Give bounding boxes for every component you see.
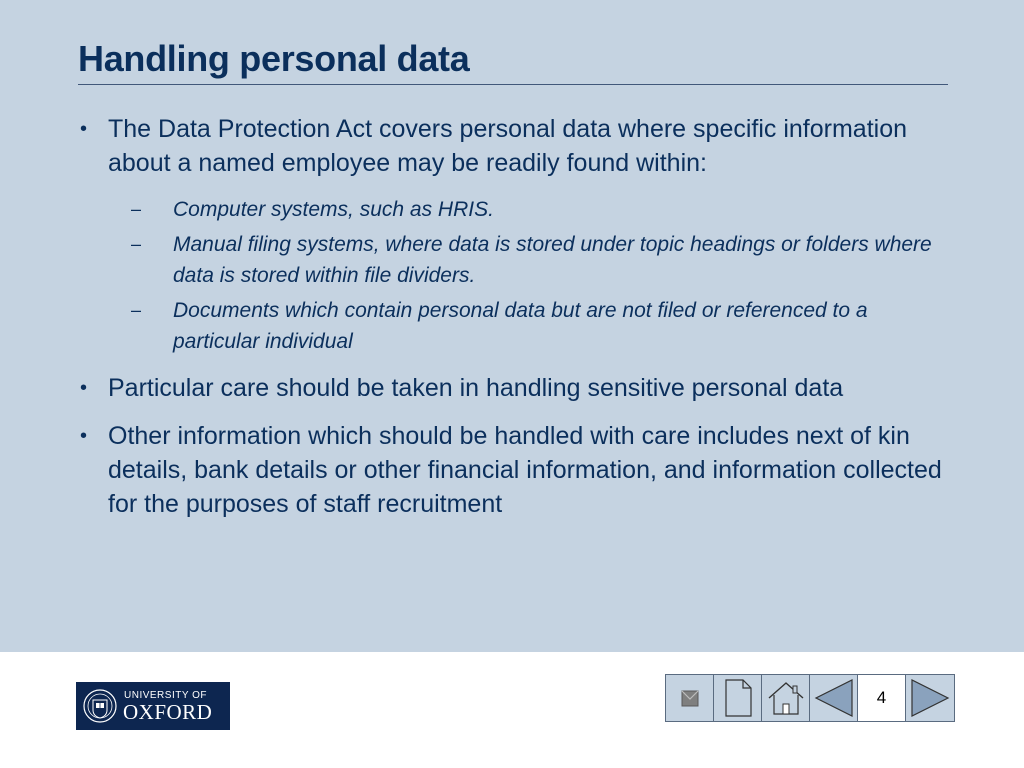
slide-content — [78, 112, 958, 535]
logo-line-1: UNIVERSITY OF — [124, 690, 207, 701]
sub-bullet-item — [78, 194, 958, 225]
document-icon — [723, 679, 753, 717]
next-button[interactable] — [906, 675, 954, 721]
document-button[interactable] — [714, 675, 762, 721]
bullet-mark: • — [80, 118, 88, 140]
email-icon — [677, 685, 703, 711]
previous-icon — [814, 678, 854, 718]
sub-bullet-mark: – — [131, 234, 142, 254]
bullet-mark: • — [80, 425, 88, 447]
previous-button[interactable] — [810, 675, 858, 721]
bullet-text: The Data Protection Act covers personal data where specific information about a named employee may be readily found within: — [108, 115, 908, 177]
bullet-mark: • — [80, 377, 88, 399]
bullet-item — [78, 371, 958, 405]
home-button[interactable] — [762, 675, 810, 721]
email-button[interactable] — [666, 675, 714, 721]
sub-bullet-text: Manual filing systems, where data is stored under topic headings or folders where data is stored within file dividers. — [173, 233, 932, 287]
bullet-text: Particular care should be taken in handling sensitive personal data — [108, 374, 844, 402]
slide-title: Handling personal data — [78, 38, 470, 79]
sub-bullet-item — [78, 295, 958, 357]
sub-bullet-text: Documents which contain personal data but are not filed or referenced to a particular individual — [173, 299, 868, 353]
next-icon — [910, 678, 950, 718]
slide-navigation — [665, 674, 955, 722]
sub-bullet-mark: – — [131, 300, 142, 320]
sub-list — [78, 194, 958, 357]
page-number: 4 — [858, 675, 906, 721]
bullet-item — [78, 112, 958, 180]
home-icon — [767, 679, 805, 717]
title-divider — [78, 84, 948, 85]
logo-line-2: OXFORD — [123, 700, 213, 724]
university-logo — [76, 682, 230, 730]
crest-icon — [82, 687, 118, 725]
sub-bullet-text: Computer systems, such as HRIS. — [173, 198, 494, 221]
sub-bullet-mark: – — [131, 199, 142, 219]
bullet-item — [78, 419, 958, 521]
bullet-text: Other information which should be handled with care includes next of kin details, bank details or other financial information, and information collected for the purposes of staff recruitment — [108, 422, 942, 518]
sub-bullet-item — [78, 229, 958, 291]
